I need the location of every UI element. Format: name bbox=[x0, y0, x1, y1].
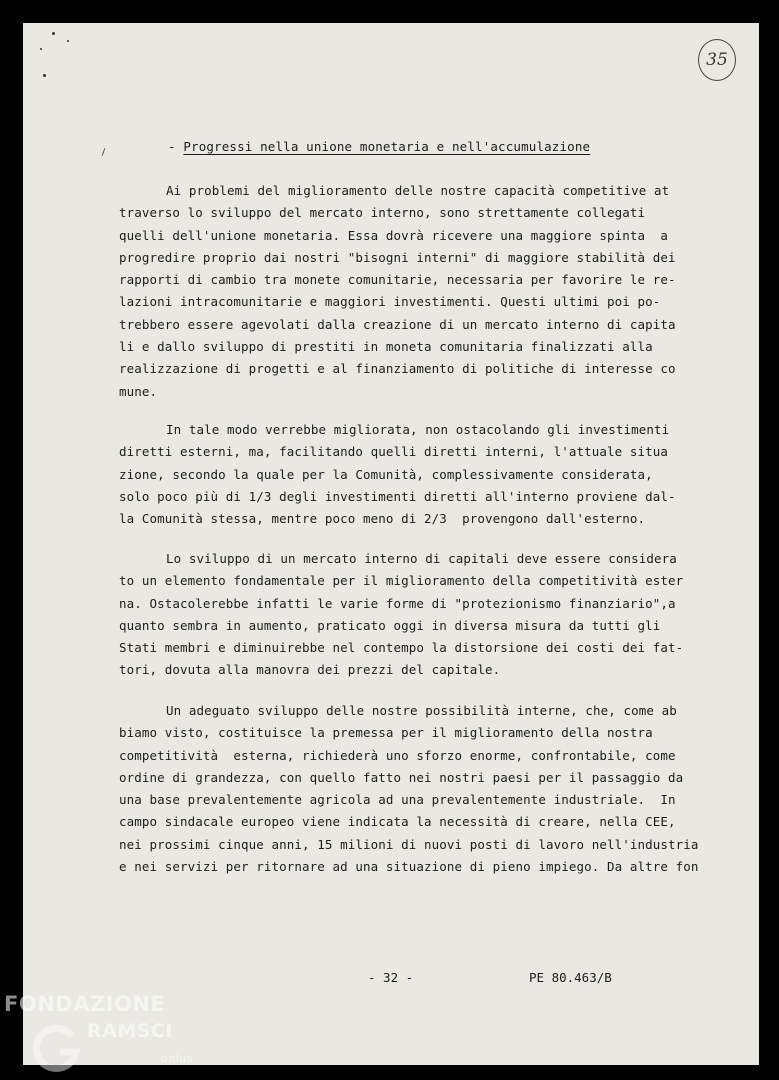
text-line: Un adeguato sviluppo delle nostre possibilità interne, che, come ab bbox=[166, 703, 677, 718]
text-line: quelli dell'unione monetaria. Essa dovrà ricevere una maggiore spinta a bbox=[119, 227, 669, 243]
text-line: tori, dovuta alla manovra dei prezzi del capitale. bbox=[119, 662, 501, 678]
text-line: trebbero essere agevolati dalla creazione di un mercato interno di capita bbox=[119, 316, 676, 332]
watermark-logo bbox=[4, 992, 193, 1065]
watermark-line1: FONDAZIONE bbox=[4, 992, 166, 1016]
document-reference: PE 80.463/B bbox=[529, 970, 612, 985]
watermark-line2: RAMSCI bbox=[87, 1020, 173, 1042]
text-line: solo poco più di 1/3 degli investimenti diretti all'interno proviene dal- bbox=[119, 488, 676, 504]
text-line: competitività esterna, richiederà uno sforzo enorme, confrontabile, come bbox=[119, 747, 676, 763]
text-line: e nei servizi per ritornare ad una situazione di pieno impiego. Da altre fon bbox=[119, 859, 699, 875]
text-line: diretti esterni, ma, facilitando quelli diretti interni, l'attuale situa bbox=[119, 444, 669, 460]
scan-speck bbox=[52, 32, 55, 35]
text-line: quanto sembra in aumento, praticato oggi in diversa misura da tutti gli bbox=[119, 617, 661, 633]
text-line: ordine di grandezza, con quello fatto nei nostri paesi per il passaggio da bbox=[119, 769, 684, 785]
text-line: rapporti di cambio tra monete comunitarie, necessaria per favorire le re- bbox=[119, 272, 676, 288]
text-line: progredire proprio dai nostri "bisogni interni" di maggiore stabilità dei bbox=[119, 249, 676, 265]
text-line: na. Ostacolerebbe infatti le varie forme di "protezionismo finanziario",a bbox=[119, 595, 676, 611]
scan-speck bbox=[43, 74, 46, 77]
section-heading bbox=[168, 139, 590, 154]
text-line: realizzazione di progetti e al finanziamento di politiche di interesse co bbox=[119, 361, 676, 377]
handwritten-page-number: 35 bbox=[698, 39, 736, 81]
text-line: Lo sviluppo di un mercato interno di capitali deve essere considera bbox=[166, 551, 677, 566]
heading-dash: - bbox=[168, 139, 184, 154]
text-line: nei prossimi cinque anni, 15 milioni di nuovi posti di lavoro nell'industria bbox=[119, 836, 699, 852]
heading-title: Progressi nella unione monetaria e nell'accumulazione bbox=[183, 139, 591, 154]
text-line: lazioni intracomunitarie e maggiori investimenti. Questi ultimi poi po- bbox=[119, 294, 661, 310]
text-line: zione, secondo la quale per la Comunità, complessivamente considerata, bbox=[119, 466, 653, 482]
text-line: Ai problemi del miglioramento delle nostre capacità competitive at bbox=[166, 183, 670, 198]
text-line: campo sindacale europeo viene indicata la necessità di creare, nella CEE, bbox=[119, 814, 676, 830]
text-line: In tale modo verrebbe migliorata, non ostacolando gli investimenti bbox=[166, 422, 670, 437]
text-line: traverso lo sviluppo del mercato interno, sono strettamente collegati bbox=[119, 205, 646, 221]
paragraph-1 bbox=[119, 180, 676, 403]
paragraph-2 bbox=[119, 419, 676, 530]
scan-speck bbox=[67, 40, 69, 42]
watermark-line3: onlus bbox=[161, 1052, 193, 1065]
text-line: mune. bbox=[119, 383, 158, 399]
text-line: to un elemento fondamentale per il miglioramento della competitività ester bbox=[119, 573, 684, 589]
page-number: - 32 - bbox=[368, 970, 414, 985]
scan-speck bbox=[40, 48, 42, 50]
text-line: la Comunità stessa, mentre poco meno di 2/3 provengono dall'esterno. bbox=[119, 511, 646, 527]
g-logo-icon bbox=[32, 1022, 84, 1074]
paragraph-4 bbox=[119, 700, 699, 878]
text-line: Stati membri e diminuirebbe nel contempo la distorsione dei costi dei fat- bbox=[119, 640, 684, 656]
text-line: una base prevalentemente agricola ad una prevalentemente industriale. In bbox=[119, 792, 676, 808]
paragraph-3 bbox=[119, 548, 683, 682]
text-line: li e dallo sviluppo di prestiti in moneta comunitaria finalizzati alla bbox=[119, 339, 653, 355]
text-line: biamo visto, costituisce la premessa per il miglioramento della nostra bbox=[119, 725, 653, 741]
